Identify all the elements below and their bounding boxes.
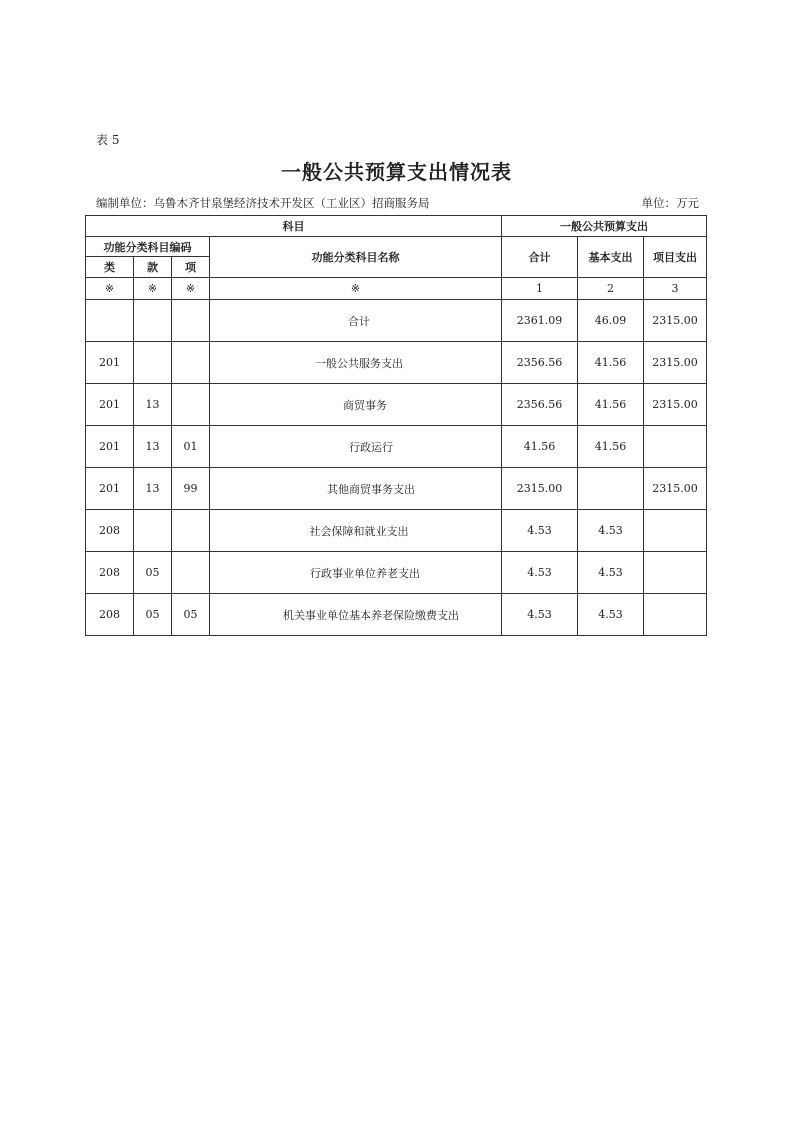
subject-name: 商贸事务 [210, 384, 502, 426]
class-code [86, 300, 134, 342]
section-code: 13 [134, 468, 172, 510]
project-value: 2315.00 [644, 384, 707, 426]
column-number: 2 [578, 278, 644, 300]
budget-table [85, 215, 707, 636]
class-code: 201 [86, 342, 134, 384]
table-row [86, 552, 707, 594]
class-code: 201 [86, 468, 134, 510]
total-value: 4.53 [502, 594, 578, 636]
subject-name: 行政事业单位养老支出 [210, 552, 502, 594]
mark-cell: ※ [172, 278, 210, 300]
project-value [644, 426, 707, 468]
section-code: 05 [134, 594, 172, 636]
basic-value: 4.53 [578, 594, 644, 636]
mark-cell: ※ [86, 278, 134, 300]
header-class: 类 [86, 257, 134, 278]
table-row [86, 468, 707, 510]
section-code: 13 [134, 426, 172, 468]
section-code: 13 [134, 384, 172, 426]
page-title: 一般公共预算支出情况表 [281, 160, 512, 184]
subject-name: 其他商贸事务支出 [210, 468, 502, 510]
table-row [86, 384, 707, 426]
basic-value: 4.53 [578, 510, 644, 552]
class-code: 208 [86, 552, 134, 594]
subject-name: 机关事业单位基本养老保险缴费支出 [210, 594, 502, 636]
item-code [172, 384, 210, 426]
header-function-code: 功能分类科目编码 [86, 237, 210, 257]
subject-name: 合计 [210, 300, 502, 342]
basic-value: 46.09 [578, 300, 644, 342]
item-code [172, 510, 210, 552]
section-code: 05 [134, 552, 172, 594]
class-code: 208 [86, 594, 134, 636]
subject-name: 社会保障和就业支出 [210, 510, 502, 552]
compiling-unit: 编制单位：乌鲁木齐甘泉堡经济技术开发区（工业区）招商服务局 [96, 196, 430, 210]
item-code [172, 300, 210, 342]
table-row [86, 342, 707, 384]
table-number: 表 5 [96, 133, 120, 147]
subject-name: 一般公共服务支出 [210, 342, 502, 384]
basic-value: 41.56 [578, 342, 644, 384]
section-code [134, 510, 172, 552]
table-row [86, 426, 707, 468]
table-row [86, 594, 707, 636]
section-code [134, 342, 172, 384]
table-row [86, 300, 707, 342]
project-value: 2315.00 [644, 300, 707, 342]
total-value: 4.53 [502, 510, 578, 552]
column-number: 1 [502, 278, 578, 300]
total-value: 41.56 [502, 426, 578, 468]
project-value: 2315.00 [644, 468, 707, 510]
basic-value: 4.53 [578, 552, 644, 594]
item-code: 01 [172, 426, 210, 468]
header-subject: 科目 [86, 216, 502, 237]
currency-unit: 单位：万元 [641, 196, 699, 210]
total-value: 2356.56 [502, 384, 578, 426]
total-value: 2356.56 [502, 342, 578, 384]
subject-name: 行政运行 [210, 426, 502, 468]
item-code [172, 552, 210, 594]
total-value: 2361.09 [502, 300, 578, 342]
class-code: 201 [86, 384, 134, 426]
class-code: 208 [86, 510, 134, 552]
mark-cell: ※ [210, 278, 502, 300]
item-code: 99 [172, 468, 210, 510]
section-code [134, 300, 172, 342]
table-row [86, 510, 707, 552]
basic-value: 41.56 [578, 384, 644, 426]
project-value: 2315.00 [644, 342, 707, 384]
header-section: 款 [134, 257, 172, 278]
header-item: 项 [172, 257, 210, 278]
item-code: 05 [172, 594, 210, 636]
mark-cell: ※ [134, 278, 172, 300]
basic-value: 41.56 [578, 426, 644, 468]
class-code: 201 [86, 426, 134, 468]
project-value [644, 594, 707, 636]
header-total: 合计 [502, 237, 578, 278]
total-value: 4.53 [502, 552, 578, 594]
project-value [644, 510, 707, 552]
total-value: 2315.00 [502, 468, 578, 510]
header-basic-expenditure: 基本支出 [578, 237, 644, 278]
project-value [644, 552, 707, 594]
header-project-expenditure: 项目支出 [644, 237, 707, 278]
column-number: 3 [644, 278, 707, 300]
header-function-name: 功能分类科目名称 [210, 237, 502, 278]
header-budget-expenditure: 一般公共预算支出 [502, 216, 707, 237]
basic-value [578, 468, 644, 510]
item-code [172, 342, 210, 384]
